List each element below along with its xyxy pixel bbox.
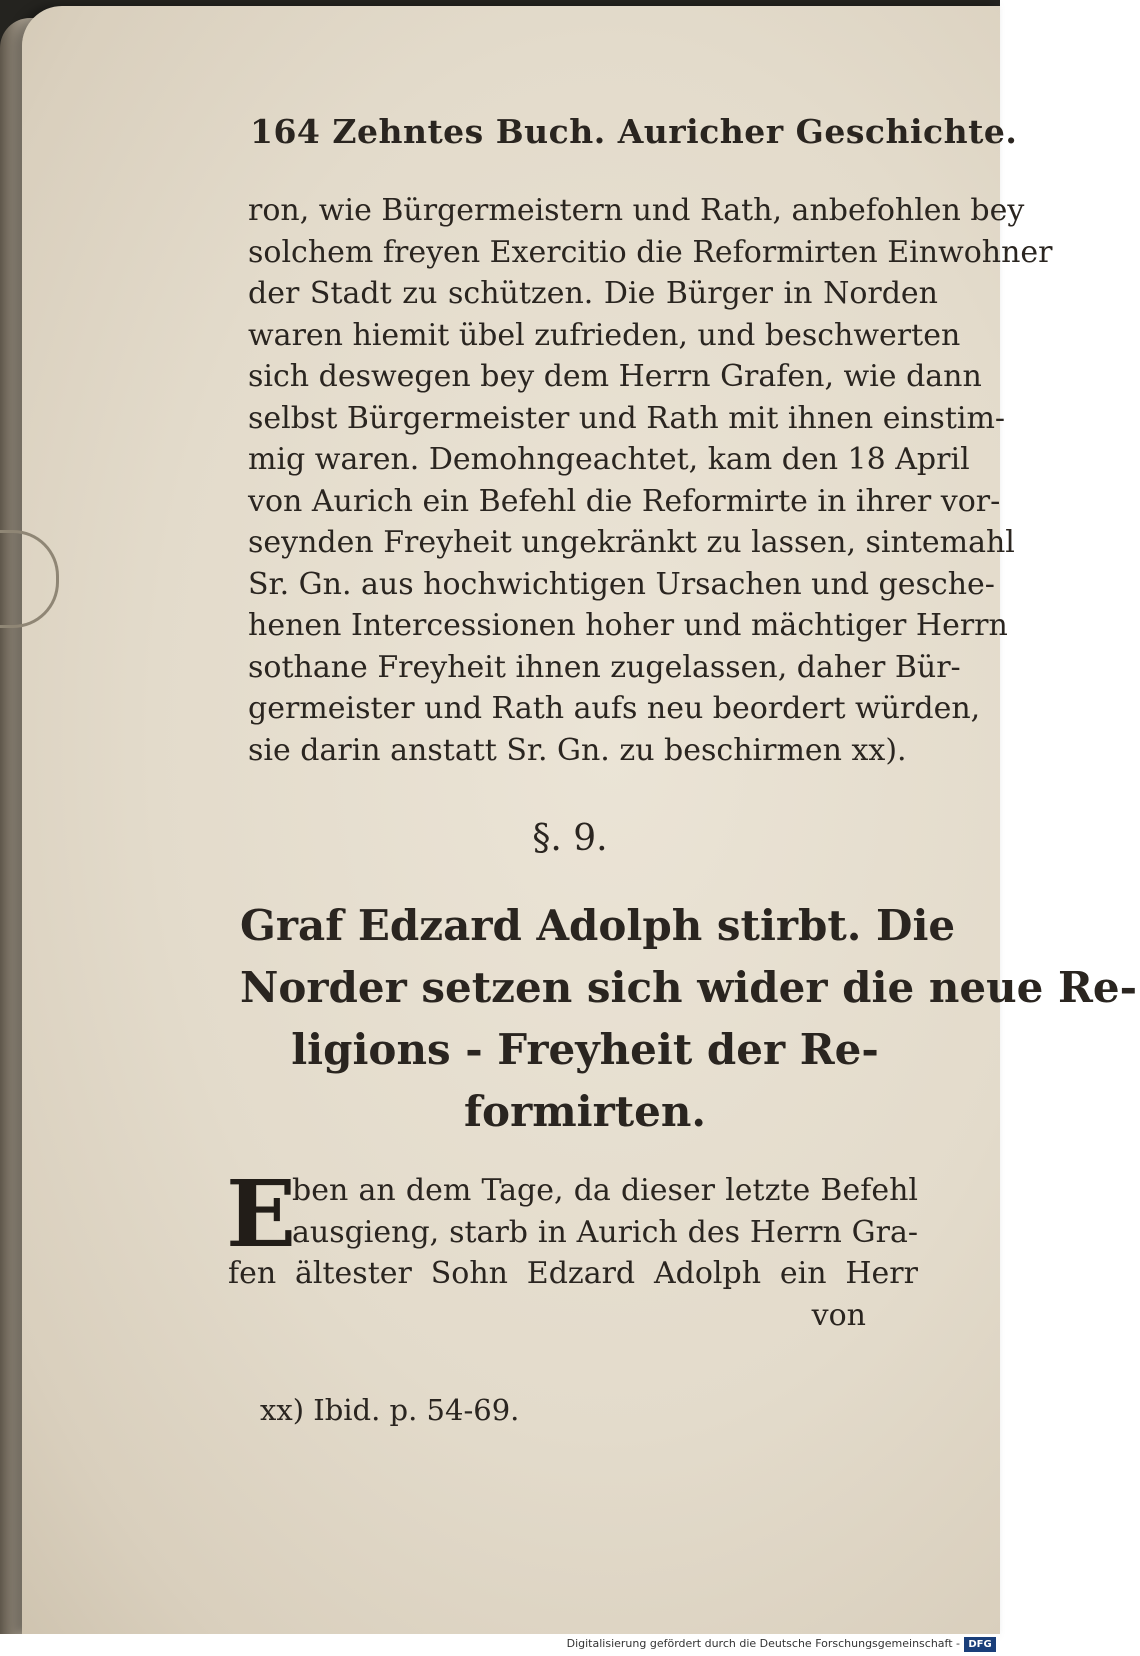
heading-line: formirten. xyxy=(463,1087,706,1136)
body-line: von Aurich ein Befehl die Reformirte in ihrer vor- xyxy=(248,483,1001,519)
drop-capital: E xyxy=(226,1160,297,1268)
dfg-logo: DFG xyxy=(964,1637,996,1652)
body-line: henen Intercessionen hoher und mächtiger Herrn xyxy=(248,608,1008,643)
heading-line: Norder setzen sich wider die neue Re- xyxy=(240,963,1138,1012)
section-heading xyxy=(240,895,1138,1143)
body-line: germeister und Rath aufs neu beordert würden, xyxy=(248,691,981,726)
body-line: seynden Freyheit ungekränkt zu lassen, sintemahl xyxy=(248,525,1015,560)
footer-credit-text: Digitalisierung gefördert durch die Deutsche Forschungsgemeinschaft - xyxy=(566,1637,960,1650)
body-line: waren hiemit übel zufrieden, und beschwerten xyxy=(248,317,961,353)
second-paragraph xyxy=(226,1160,918,1336)
section-number: §. 9. xyxy=(532,818,608,859)
digitization-footer xyxy=(0,1634,1000,1656)
heading-line: Graf Edzard Adolph stirbt. Die xyxy=(240,901,956,950)
running-head: 164 Zehntes Buch. Auricher Geschichte. xyxy=(250,112,1018,151)
body-line: sothane Freyheit ihnen zugelassen, daher Bür- xyxy=(248,649,961,685)
body-line: fen ältester Sohn Edzard Adolph ein Herr xyxy=(228,1256,918,1291)
body-line: ron, wie Bürgermeistern und Rath, anbefohlen bey xyxy=(248,193,1025,228)
heading-line: ligions - Freyheit der Re- xyxy=(291,1025,879,1074)
body-line: mig waren. Demohngeachtet, kam den 18 April xyxy=(248,442,970,477)
footnote: xx) Ibid. p. 54-69. xyxy=(260,1393,520,1427)
body-line: ausgieng, starb in Aurich des Herrn Gra- xyxy=(292,1214,918,1250)
body-paragraph xyxy=(248,190,1053,771)
body-line: sie darin anstatt Sr. Gn. zu beschirmen xx). xyxy=(248,732,907,768)
body-line: ben an dem Tage, da dieser letzte Befehl xyxy=(292,1173,918,1208)
body-line: sich deswegen bey dem Herrn Grafen, wie dann xyxy=(248,359,982,394)
body-line: selbst Bürgermeister und Rath mit ihnen einstim- xyxy=(248,400,1006,436)
body-line: der Stadt zu schützen. Die Bürger in Norden xyxy=(248,276,938,311)
catchword: von xyxy=(811,1297,866,1333)
body-line: solchem freyen Exercitio die Reformirten Einwohner xyxy=(248,234,1053,270)
body-line: Sr. Gn. aus hochwichtigen Ursachen und gesche- xyxy=(248,566,995,602)
